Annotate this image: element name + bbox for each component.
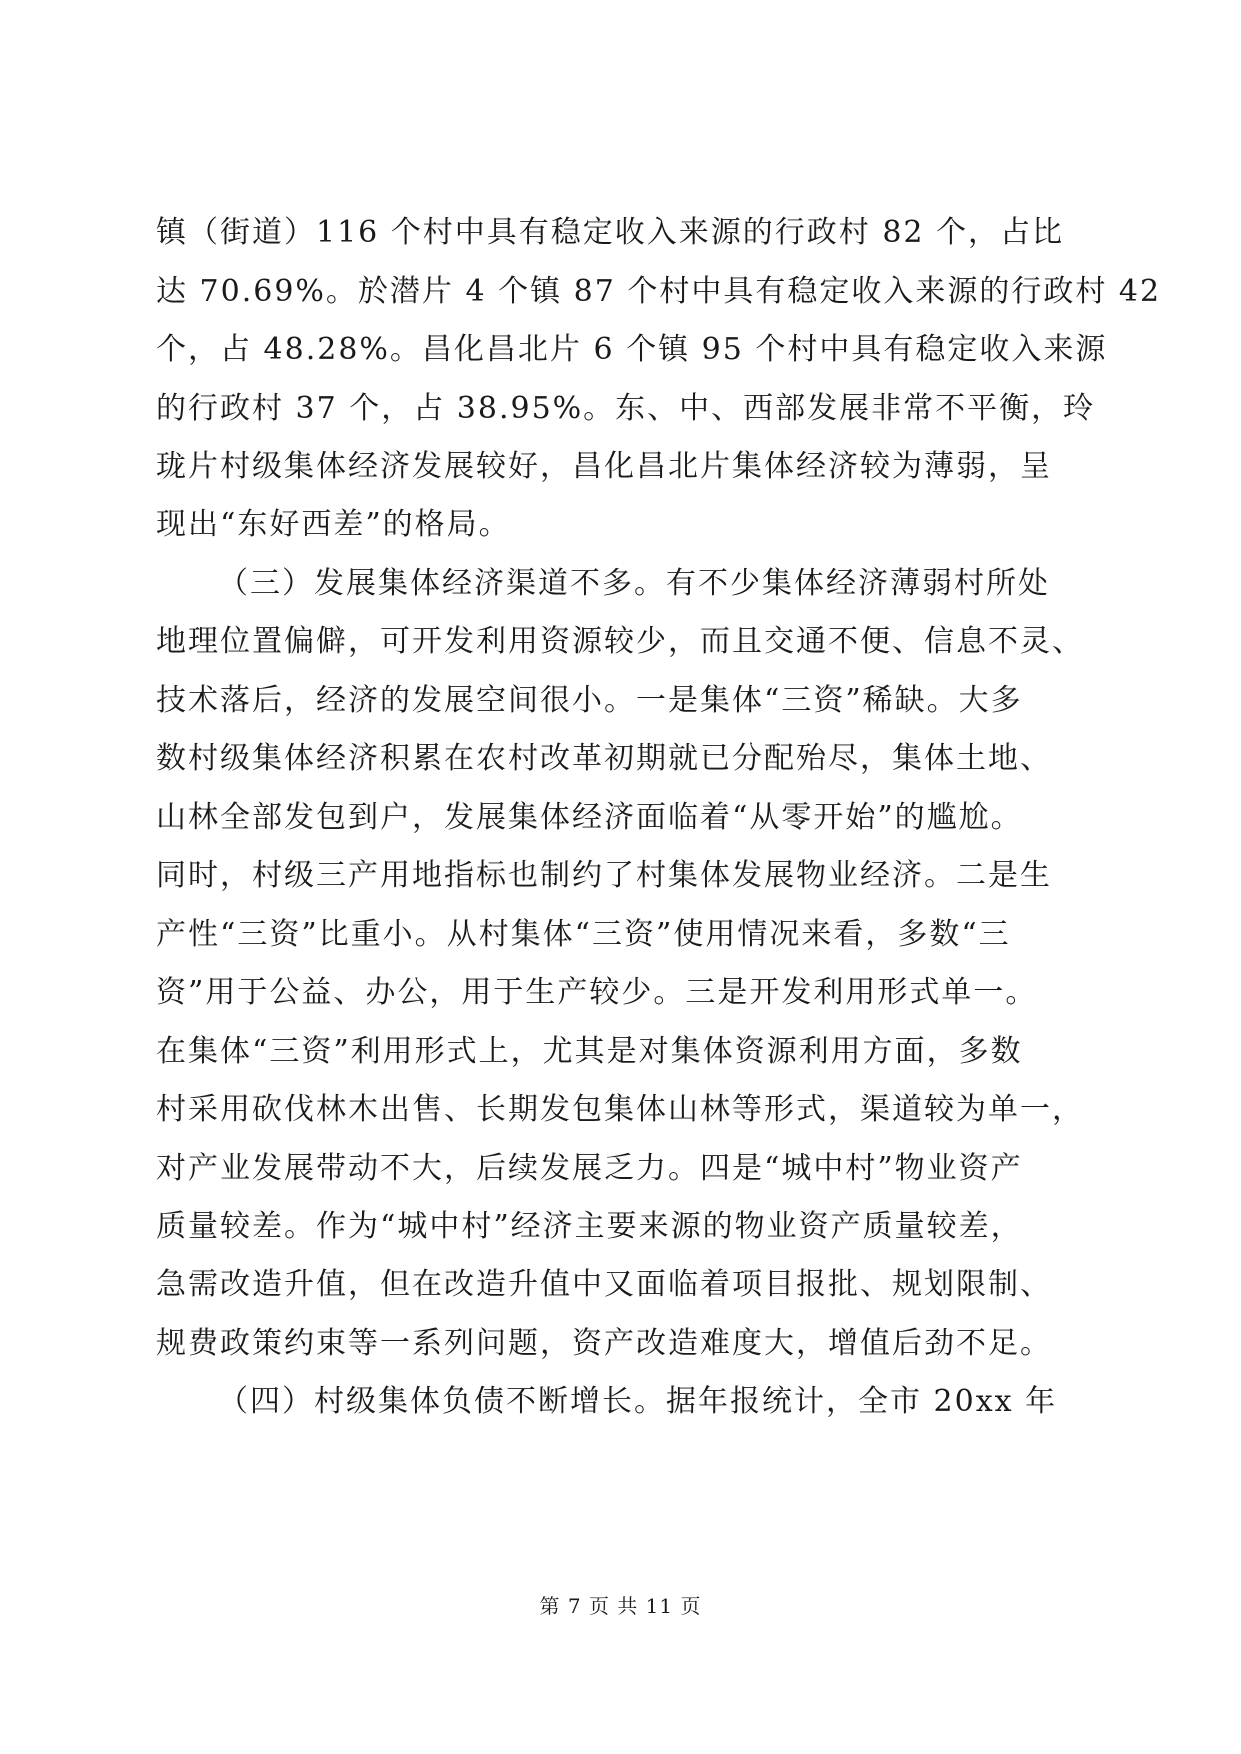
text-line: 地理位置偏僻，可开发利用资源较少，而且交通不便、信息不灵、: [156, 624, 1084, 659]
text-line: 急需改造升值，但在改造升值中又面临着项目报批、规划限制、: [156, 1267, 1052, 1302]
page-footer: 第 7 页 共 11 页: [539, 1594, 702, 1618]
text-line: 在集体“三资”利用形式上，尤其是对集体资源利用方面，多数: [156, 1034, 1023, 1069]
text-line: 规费政策约束等一系列问题，资产改造难度大，增值后劲不足。: [156, 1326, 1052, 1361]
text-line: 技术落后，经济的发展空间很小。一是集体“三资”稀缺。大多: [156, 683, 1023, 718]
text-line: 产性“三资”比重小。从村集体“三资”使用情况来看，多数“三: [156, 917, 1011, 952]
paragraph-start-line: （四）村级集体负债不断增长。据年报统计，全市 20xx 年: [218, 1384, 1058, 1419]
text-line: 资”用于公益、办公，用于生产较少。三是开发利用形式单一。: [156, 975, 1038, 1010]
text-line: 珑片村级集体经济发展较好，昌化昌北片集体经济较为薄弱，呈: [156, 449, 1052, 484]
text-line: 数村级集体经济积累在农村改革初期就已分配殆尽，集体土地、: [156, 741, 1052, 776]
text-line: 现出“东好西差”的格局。: [156, 507, 511, 542]
text-line: 同时，村级三产用地指标也制约了村集体发展物业经济。二是生: [156, 858, 1052, 893]
text-line: 个，占 48.28%。昌化昌北片 6 个镇 95 个村中具有稳定收入来源: [156, 332, 1108, 367]
text-line: 镇（街道）116 个村中具有稳定收入来源的行政村 82 个，占比: [156, 215, 1065, 250]
text-line: 村采用砍伐林木出售、长期发包集体山林等形式，渠道较为单一，: [156, 1092, 1084, 1127]
text-line: 达 70.69%。於潜片 4 个镇 87 个村中具有稳定收入来源的行政村 42: [156, 274, 1162, 309]
text-line: 质量较差。作为“城中村”经济主要来源的物业资产质量较差，: [156, 1209, 1023, 1244]
paragraph-start-line: （三）发展集体经济渠道不多。有不少集体经济薄弱村所处: [218, 566, 1050, 601]
text-line: 的行政村 37 个，占 38.95%。东、中、西部发展非常不平衡，玲: [156, 391, 1096, 426]
text-line: 山林全部发包到户，发展集体经济面临着“从零开始”的尴尬。: [156, 800, 1023, 835]
text-line: 对产业发展带动不大，后续发展乏力。四是“城中村”物业资产: [156, 1151, 1023, 1186]
